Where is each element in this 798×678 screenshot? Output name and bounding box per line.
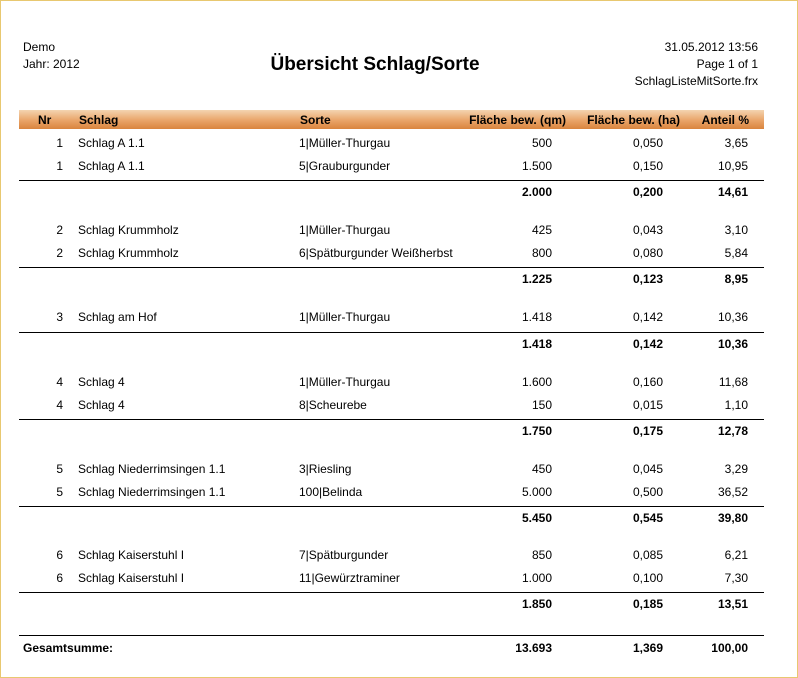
- cell-sorte: 100|Belinda: [299, 484, 363, 499]
- group-separator: [19, 592, 764, 593]
- report-header-left: [23, 39, 80, 73]
- cell-qm: 1.600: [521, 375, 552, 389]
- cell-nr: 4: [56, 397, 63, 412]
- column-header-band: [19, 110, 764, 129]
- cell-nr: 1: [56, 136, 63, 150]
- cell-anteil: 36,52: [717, 484, 748, 499]
- group-total-row: [0, 337, 798, 355]
- group-separator: [19, 180, 764, 181]
- cell-nr: 2: [56, 245, 63, 260]
- group-total-ha: 0,175: [632, 424, 663, 438]
- cell-schlag: Schlag Kaiserstuhl I: [78, 548, 185, 562]
- table-row: [0, 398, 798, 416]
- cell-ha: 0,050: [632, 136, 663, 150]
- cell-nr: 6: [56, 570, 63, 585]
- table-row: [0, 571, 798, 589]
- cell-qm: 1.500: [521, 158, 552, 173]
- col-header-qm: Fläche bew. (qm): [469, 113, 566, 127]
- col-header-nr: Nr: [38, 113, 52, 127]
- group-total-qm: 1.225: [521, 272, 552, 286]
- table-row: [0, 136, 798, 154]
- cell-nr: 4: [56, 375, 63, 389]
- table-row: [0, 159, 798, 177]
- cell-schlag: Schlag Krummholz: [78, 245, 179, 260]
- group-total-anteil: 13,51: [717, 597, 748, 611]
- cell-sorte: 1|Müller-Thurgau: [299, 223, 391, 237]
- cell-ha: 0,080: [632, 245, 663, 260]
- cell-ha: 0,150: [632, 158, 663, 173]
- group-total-ha: 0,142: [632, 336, 663, 351]
- cell-schlag: Schlag am Hof: [78, 310, 157, 324]
- cell-ha: 0,085: [632, 548, 663, 562]
- group-total-qm: 1.418: [521, 336, 552, 351]
- cell-qm: 150: [531, 397, 552, 412]
- cell-schlag: Schlag A 1.1: [78, 158, 145, 173]
- group-separator: [19, 267, 764, 268]
- cell-ha: 0,142: [632, 310, 663, 324]
- group-total-qm: 1.850: [521, 597, 552, 611]
- cell-qm: 800: [531, 245, 552, 260]
- cell-sorte: 1|Müller-Thurgau: [299, 310, 391, 324]
- cell-nr: 1: [56, 158, 63, 173]
- cell-schlag: Schlag A 1.1: [78, 136, 145, 150]
- report-header-right: [508, 39, 758, 90]
- col-header-ha: Fläche bew. (ha): [587, 113, 680, 127]
- group-total-row: [0, 511, 798, 529]
- table-row: [0, 485, 798, 503]
- cell-qm: 500: [531, 136, 552, 150]
- grand-total-anteil: 100,00: [711, 641, 748, 655]
- cell-qm: 425: [531, 223, 552, 237]
- cell-schlag: Schlag Krummholz: [78, 223, 179, 237]
- cell-anteil: 10,95: [717, 158, 748, 173]
- cell-ha: 0,045: [632, 462, 663, 476]
- col-header-sorte: Sorte: [300, 113, 331, 127]
- cell-sorte: 1|Müller-Thurgau: [299, 375, 391, 389]
- cell-schlag: Schlag Niederrimsingen 1.1: [78, 484, 226, 499]
- group-total-row: [0, 185, 798, 203]
- cell-ha: 0,015: [632, 397, 663, 412]
- cell-anteil: 3,10: [724, 223, 748, 237]
- group-total-anteil: 10,36: [717, 336, 748, 351]
- cell-ha: 0,160: [632, 375, 663, 389]
- group-separator: [19, 506, 764, 507]
- cell-ha: 0,043: [632, 223, 663, 237]
- cell-qm: 450: [531, 462, 552, 476]
- cell-sorte: 1|Müller-Thurgau: [299, 136, 391, 150]
- cell-nr: 2: [56, 223, 63, 237]
- cell-sorte: 7|Spätburgunder: [299, 548, 389, 562]
- group-separator: [19, 332, 764, 333]
- cell-schlag: Schlag Kaiserstuhl I: [78, 570, 185, 585]
- report-year: Jahr: 2012: [23, 57, 80, 71]
- group-total-qm: 1.750: [521, 424, 552, 438]
- cell-anteil: 7,30: [724, 570, 748, 585]
- grand-total-separator: [19, 635, 764, 636]
- report-filename: SchlagListeMitSorte.frx: [634, 74, 758, 88]
- group-total-ha: 0,185: [632, 597, 663, 611]
- cell-sorte: 5|Grauburgunder: [299, 158, 391, 173]
- table-row: [0, 223, 798, 241]
- cell-sorte: 11|Gewürztraminer: [299, 570, 400, 585]
- cell-sorte: 6|Spätburgunder Weißherbst: [299, 245, 453, 260]
- group-total-anteil: 12,78: [717, 424, 748, 438]
- page-indicator: Page 1 of 1: [696, 57, 758, 71]
- cell-anteil: 5,84: [724, 245, 748, 260]
- group-total-anteil: 8,95: [724, 272, 748, 286]
- cell-anteil: 3,29: [724, 462, 748, 476]
- cell-schlag: Schlag 4: [78, 375, 125, 389]
- cell-schlag: Schlag 4: [78, 397, 125, 412]
- group-total-ha: 0,545: [632, 511, 663, 525]
- group-total-qm: 5.450: [521, 511, 552, 525]
- table-row: [0, 246, 798, 264]
- group-total-anteil: 39,80: [717, 511, 748, 525]
- cell-anteil: 3,65: [724, 136, 748, 150]
- group-total-row: [0, 272, 798, 290]
- group-separator: [19, 419, 764, 420]
- grand-total-qm: 13.693: [515, 641, 552, 655]
- table-row: [0, 375, 798, 393]
- cell-ha: 0,500: [632, 484, 663, 499]
- cell-schlag: Schlag Niederrimsingen 1.1: [78, 462, 226, 476]
- group-total-anteil: 14,61: [717, 185, 748, 199]
- cell-qm: 5.000: [521, 484, 552, 499]
- cell-qm: 1.418: [521, 310, 552, 324]
- col-header-schlag: Schlag: [79, 113, 119, 127]
- group-total-ha: 0,123: [632, 272, 663, 286]
- grand-total-row: [0, 641, 798, 659]
- table-row: [0, 310, 798, 328]
- group-total-row: [0, 597, 798, 615]
- cell-anteil: 6,21: [724, 548, 748, 562]
- cell-sorte: 8|Scheurebe: [299, 397, 367, 412]
- cell-nr: 3: [56, 310, 63, 324]
- cell-anteil: 11,68: [718, 375, 748, 389]
- grand-total-label: Gesamtsumme:: [23, 641, 114, 655]
- cell-ha: 0,100: [632, 570, 663, 585]
- table-row: [0, 548, 798, 566]
- cell-nr: 5: [56, 484, 63, 499]
- cell-nr: 5: [56, 462, 63, 476]
- cell-qm: 1.000: [521, 570, 552, 585]
- cell-anteil: 10,36: [717, 310, 748, 324]
- table-row: [0, 462, 798, 480]
- report-title: Übersicht Schlag/Sorte: [270, 54, 480, 75]
- group-total-ha: 0,200: [632, 185, 663, 199]
- grand-total-ha: 1,369: [632, 641, 663, 655]
- report-datetime: 31.05.2012 13:56: [664, 40, 758, 54]
- cell-nr: 6: [56, 548, 63, 562]
- cell-sorte: 3|Riesling: [299, 462, 352, 476]
- group-total-qm: 2.000: [521, 185, 552, 199]
- cell-anteil: 1,10: [724, 397, 748, 412]
- col-header-anteil: Anteil %: [701, 113, 749, 127]
- cell-qm: 850: [531, 548, 552, 562]
- company-name: Demo: [23, 40, 56, 54]
- group-total-row: [0, 424, 798, 442]
